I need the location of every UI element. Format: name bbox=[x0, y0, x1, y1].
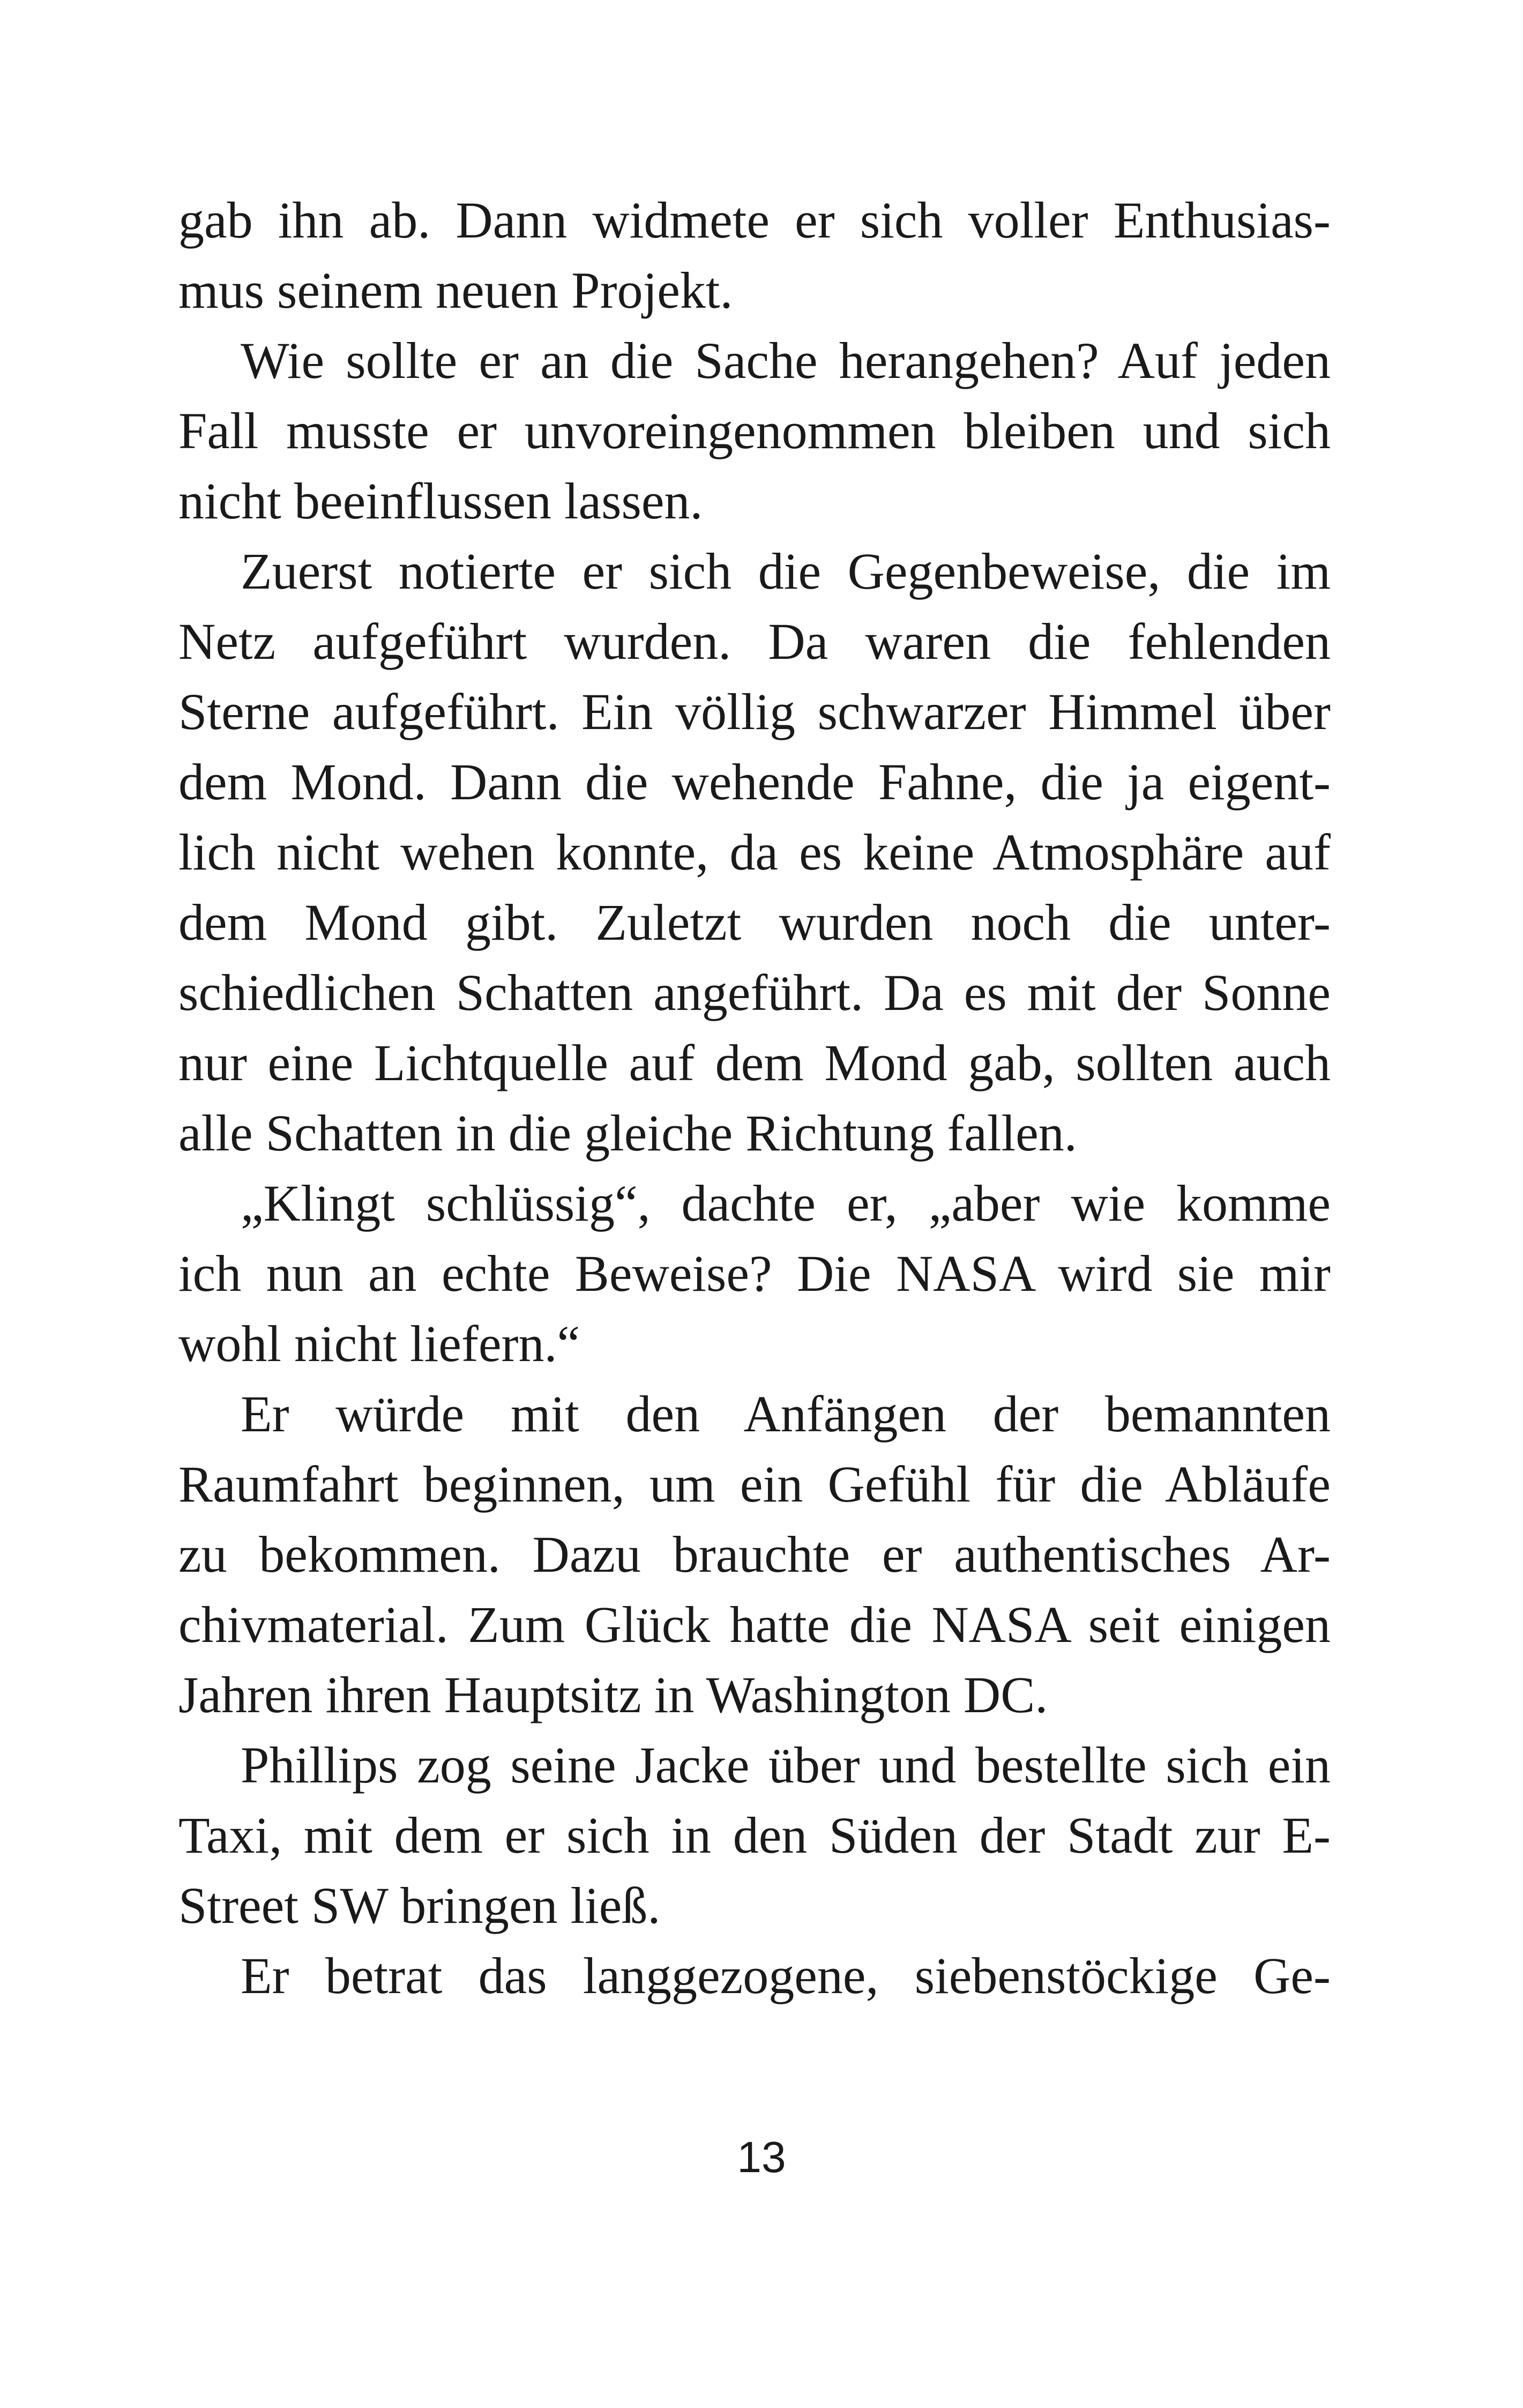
text-line: „Klingt schlüssig“, dachte er, „aber wie komme bbox=[241, 1175, 1331, 1232]
text-line: dem Mond gibt. Zuletzt wurden noch die unter- bbox=[178, 894, 1331, 951]
text-line: Taxi, mit dem er sich in den Süden der Stadt zur E- bbox=[178, 1807, 1331, 1864]
text-line: mus seinem neuen Projekt. bbox=[178, 262, 733, 319]
text-line: gab ihn ab. Dann widmete er sich voller Enthusias- bbox=[178, 191, 1331, 249]
text-line: alle Schatten in die gleiche Richtung fallen. bbox=[178, 1104, 1077, 1162]
text-line: Netz aufgeführt wurden. Da waren die fehlenden bbox=[178, 613, 1331, 670]
text-line: Wie sollte er an die Sache herangehen? Auf jeden bbox=[241, 332, 1331, 389]
text-line: Er betrat das langgezogene, siebenstöckige Ge- bbox=[241, 1947, 1331, 2004]
page-number: 13 bbox=[737, 2133, 786, 2182]
text-line: wohl nicht liefern.“ bbox=[178, 1315, 580, 1372]
text-line: zu bekommen. Dazu brauchte er authentisches Ar- bbox=[178, 1526, 1331, 1583]
text-line: nicht beeinflussen lassen. bbox=[178, 472, 703, 530]
text-line: Er würde mit den Anfängen der bemannten bbox=[241, 1385, 1331, 1443]
text-line: nur eine Lichtquelle auf dem Mond gab, sollten auch bbox=[178, 1034, 1331, 1091]
text-line: lich nicht wehen konnte, da es keine Atmosphäre auf bbox=[178, 823, 1331, 881]
text-line: chivmaterial. Zum Glück hatte die NASA seit einigen bbox=[178, 1596, 1331, 1653]
text-line: Phillips zog seine Jacke über und bestellte sich ein bbox=[241, 1736, 1331, 1794]
text-line: Jahren ihren Hauptsitz in Washington DC. bbox=[178, 1666, 1048, 1723]
text-line: dem Mond. Dann die wehende Fahne, die ja eigent- bbox=[178, 753, 1331, 811]
text-line: Zuerst notierte er sich die Gegenbeweise, die im bbox=[241, 542, 1331, 600]
text-line: schiedlichen Schatten angeführt. Da es mit der Sonne bbox=[178, 964, 1331, 1021]
text-line: Raumfahrt beginnen, um ein Gefühl für die Abläufe bbox=[178, 1455, 1331, 1513]
text-line: Fall musste er unvoreingenommen bleiben und sich bbox=[178, 402, 1331, 459]
body-text bbox=[178, 185, 1331, 2011]
text-line: Sterne aufgeführt. Ein völlig schwarzer Himmel über bbox=[178, 683, 1331, 740]
text-line: Street SW bringen ließ. bbox=[178, 1877, 661, 1934]
text-line: ich nun an echte Beweise? Die NASA wird sie mir bbox=[178, 1245, 1331, 1302]
